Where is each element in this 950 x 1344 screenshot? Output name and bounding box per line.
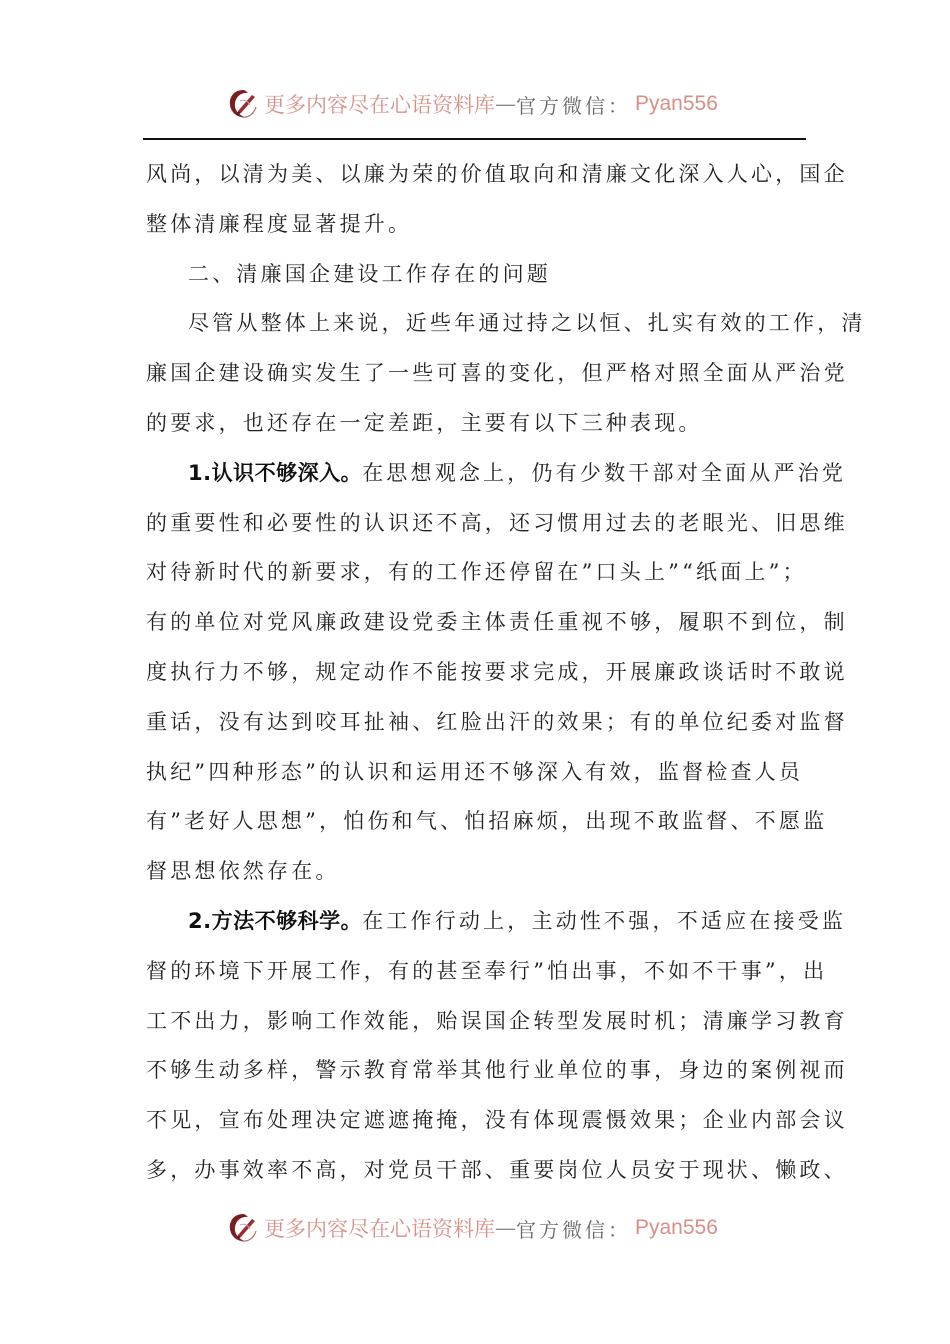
point-heading: 1.认识不够深入。	[188, 460, 363, 485]
line-text: 不够生动多样，警示教育常举其他行业单位的事，身边的案例视而	[146, 1058, 848, 1083]
line-text: 在工作行动上，主动性不强，不适应在接受监	[362, 908, 847, 933]
paragraph-line	[146, 150, 848, 200]
paragraph-line	[146, 1096, 848, 1146]
line-text: 重话，没有达到咬耳扯袖、红脸出汗的效果；有的单位纪委对监督	[146, 709, 848, 734]
watermark-dash: —	[495, 92, 516, 116]
watermark-official-label: 官方微信：	[516, 1217, 631, 1242]
paragraph-line	[146, 797, 828, 847]
paragraph-line	[146, 399, 806, 449]
line-text: 廉国企建设确实发生了一些可喜的变化，但严格对照全面从严治党	[146, 361, 848, 386]
paragraph-line	[146, 598, 848, 648]
header-divider	[143, 138, 806, 140]
line-text: 尽管从整体上来说，近些年通过持之以恒、扎实有效的工作，清	[188, 311, 866, 336]
line-text: 的重要性和必要性的认识还不高，还习惯用过去的老眼光、旧思维	[146, 510, 848, 535]
document-body	[146, 150, 866, 1196]
line-text: 有的单位对党风廉政建设党委主体责任重视不够，履职不到位，制	[146, 610, 848, 635]
paragraph-line	[146, 349, 848, 399]
line-text: 对待新时代的新要求，有的工作还停留在”口头上”“纸面上”；	[146, 560, 807, 585]
line-text: 在思想观念上，仍有少数干部对全面从严治党	[362, 460, 847, 485]
line-text: 督思想依然存在。	[146, 859, 340, 884]
line-text: 的要求，也还存在一定差距，主要有以下三种表现。	[146, 410, 703, 435]
paragraph-line	[146, 499, 848, 549]
paragraph-line	[146, 449, 847, 499]
paragraph-line	[146, 698, 848, 748]
paragraph-line	[146, 1046, 848, 1096]
quill-pen-logo-icon	[226, 87, 260, 121]
header-watermark	[226, 84, 718, 124]
paragraph-line	[146, 200, 806, 250]
line-text: 执纪”四种形态”的认识和运用还不够深入有效，监督检查人员	[146, 759, 804, 784]
section-heading	[146, 250, 806, 300]
heading-text: 二、清廉国企建设工作存在的问题	[188, 261, 551, 286]
line-text: 整体清廉程度显著提升。	[146, 211, 413, 236]
line-text: 不见，宣布处理决定遮遮掩掩，没有体现震慑效果；企业内部会议	[146, 1108, 848, 1133]
line-text: 风尚，以清为美、以廉为荣的价值取向和清廉文化深入人心，国企	[146, 162, 848, 186]
line-text: 多，办事效率不高，对党员干部、重要岗位人员安于现状、懒政、	[146, 1157, 848, 1182]
paragraph-line	[146, 997, 848, 1047]
watermark-wechat-id: Pyan556	[635, 1216, 718, 1239]
line-text: 督的环境下开展工作，有的甚至奉行”怕出事，不如不干事”，出	[146, 958, 828, 983]
paragraph-line	[146, 648, 848, 698]
watermark-wechat-id: Pyan556	[635, 92, 718, 115]
line-text: 工不出力，影响工作效能，贻误国企转型发展时机；清廉学习教育	[146, 1008, 848, 1033]
watermark-dash: —	[495, 1216, 516, 1240]
paragraph-line	[146, 299, 866, 349]
footer-watermark	[226, 1208, 718, 1248]
point-heading: 2.方法不够科学。	[188, 908, 363, 933]
watermark-main-text: 更多内容尽在心语资料库	[264, 93, 495, 117]
watermark-main-text: 更多内容尽在心语资料库	[264, 1217, 495, 1241]
paragraph-line	[146, 748, 806, 798]
quill-pen-logo-icon	[226, 1211, 260, 1245]
line-text: 有”老好人思想”，怕伤和气、怕招麻烦，出现不敢监督、不愿监	[146, 809, 828, 834]
paragraph-line	[146, 847, 806, 897]
paragraph-line	[146, 548, 806, 598]
line-text: 度执行力不够，规定动作不能按要求完成，开展廉政谈话时不敢说	[146, 659, 848, 684]
watermark-official-label: 官方微信：	[516, 93, 631, 118]
paragraph-line	[146, 897, 847, 947]
paragraph-line	[146, 947, 828, 997]
paragraph-line	[146, 1146, 848, 1196]
